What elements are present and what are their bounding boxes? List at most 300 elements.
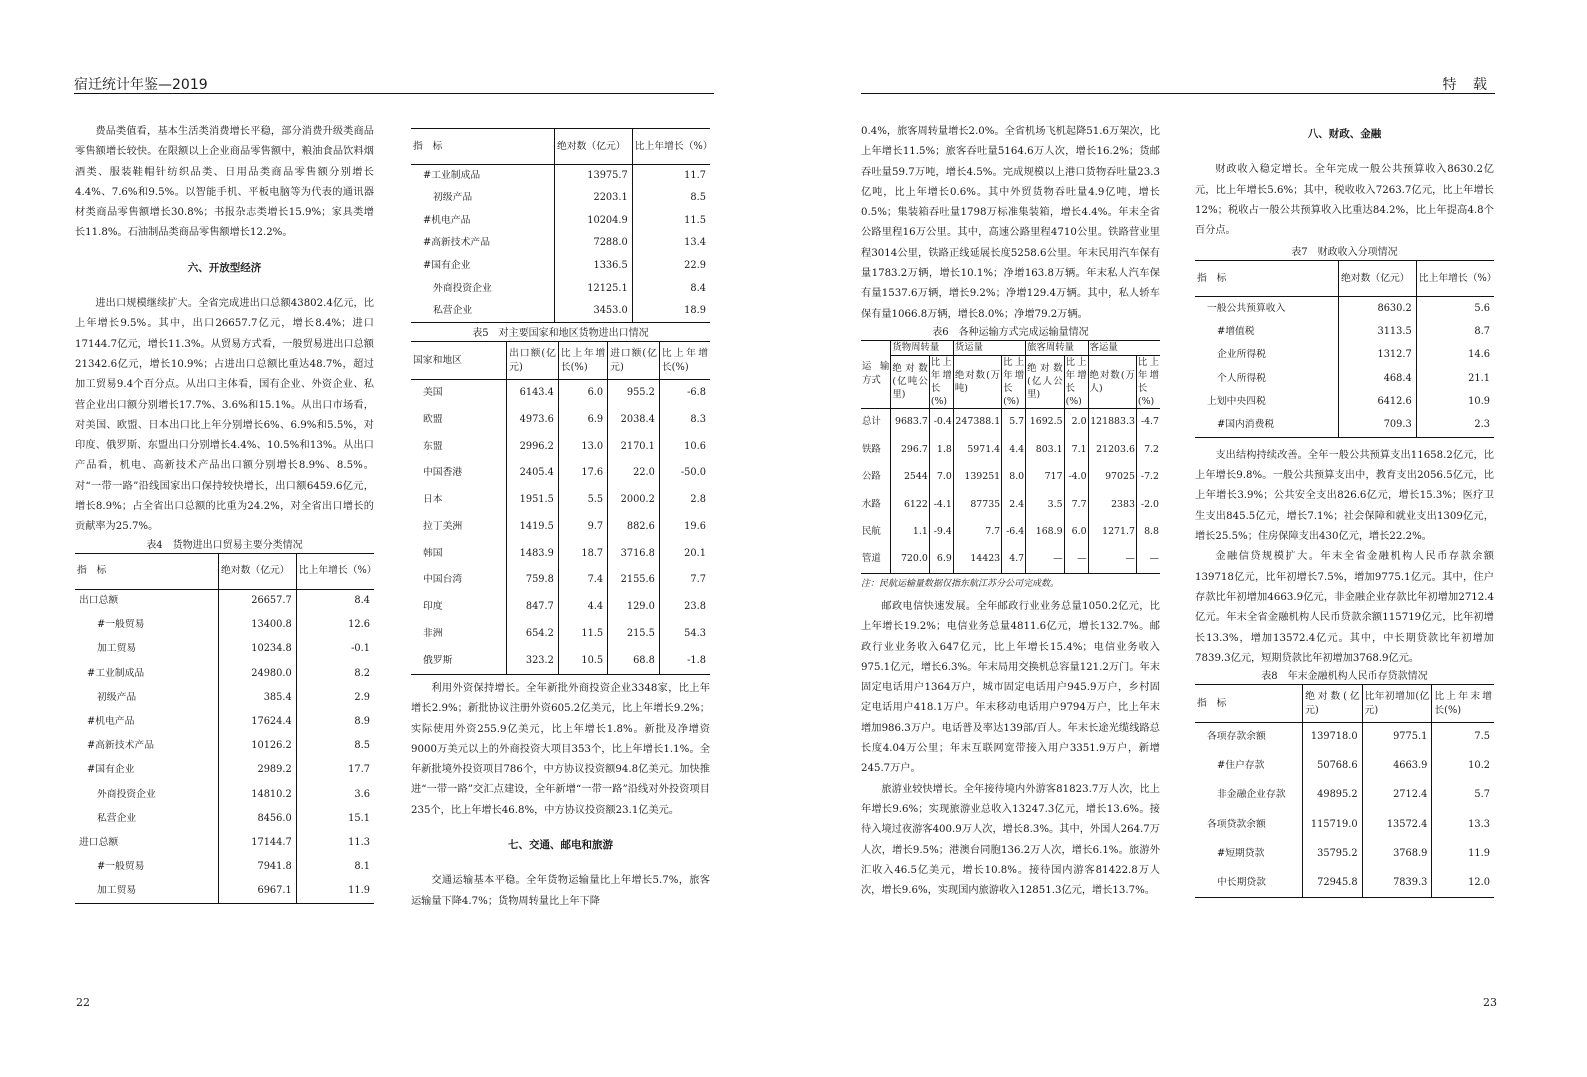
table-caption: 表6 各种运输方式完成运输量情况 [932,326,1089,338]
table-cell: 总计 [862,416,881,428]
column-header: 绝对数（亿元） [1339,261,1417,297]
table-cell: 87735 [953,491,1001,519]
table-cell: 3.6 [296,783,374,807]
table-row [1195,810,1494,839]
table-row [861,436,1160,464]
table-cell: — [1136,546,1160,574]
table-cell: 1951.5 [507,487,559,514]
table-cell: 8.1 [296,855,374,879]
table-cell: 8.5 [632,187,710,210]
table-caption: 表5 对主要国家和地区货物进出口情况 [472,328,649,340]
table-row [1195,752,1494,781]
table-cell: 1483.9 [507,540,559,567]
table-cell: — [1026,546,1064,574]
table-row [411,232,710,255]
table-cell: 17624.4 [219,710,297,734]
table-cell: 2000.2 [608,487,660,514]
table-cell: 民航 [862,526,881,538]
table-row [75,638,374,662]
table-cell: #短期贷款 [1217,847,1265,859]
column-3 [861,122,1160,901]
table-cell: 6.0 [1064,518,1088,546]
table-cell: 管道 [862,553,881,565]
table-cell: 6967.1 [219,879,297,903]
table-row [75,807,374,831]
column-header: 比上年增长(%) [1137,356,1159,407]
table-cell: 882.6 [608,514,660,541]
column-header: 绝对数（亿元） [555,129,633,165]
table-cell: 115719.0 [1303,810,1363,839]
table-cell: -0.4 [929,408,953,436]
table-note: 注：民航运输量数据仅指东航江苏分公司完成数。 [861,578,1060,589]
table-row [411,255,710,278]
table-cell: 7.7 [953,518,1001,546]
table-6 [861,340,1160,574]
table-row [861,408,1160,436]
table-cell: 15.1 [296,807,374,831]
table-cell: 1336.5 [555,255,633,278]
column-header: 出口额(亿元) [507,342,559,380]
table-cell: 759.8 [507,567,559,594]
table-cell: 22.0 [608,460,660,487]
table-cell: 22.9 [632,255,710,278]
table-cell: 18.7 [558,540,607,567]
table-row [411,380,710,407]
table-4 [75,553,377,904]
column-header: 比上年增长（%） [1416,261,1494,297]
table-cell: 10126.2 [219,734,297,758]
table-cell: 12125.1 [555,277,633,300]
table-cell: 720.0 [891,546,929,574]
table-cell: 7941.8 [219,855,297,879]
table-cell: 2712.4 [1362,781,1432,810]
header-left: 宿迁统计年鉴—2019 [74,77,208,93]
table-cell: 955.2 [608,380,660,407]
column-header: 国家和地区 [411,342,507,380]
table-cell: 9775.1 [1362,723,1432,752]
column-header: 比上年增长(%) [659,342,710,380]
table-cell: 13.0 [558,433,607,460]
table-cell: #工业制成品 [423,169,481,181]
table-cell: 7.0 [929,463,953,491]
table-cell: #增值税 [1217,325,1255,337]
table-cell: 1419.5 [507,514,559,541]
table-row [411,487,710,514]
table-cell: 11.9 [1432,839,1494,868]
table-cell: -4.1 [929,491,953,519]
table-cell: #住户存款 [1217,760,1265,772]
table-cell: 12.6 [296,613,374,637]
table-cell: #一般贸易 [97,861,145,873]
table-cell: 2203.1 [555,187,633,210]
table-row [411,406,710,433]
table-row [75,613,374,637]
table-cell: 加工贸易 [97,643,137,655]
table-caption: 表8 年末金融机构人民币存贷款情况 [1261,671,1428,683]
column-header: 比上年增长（%） [296,553,374,589]
column-header: 货物周转量 [891,340,953,355]
column-1 [75,122,377,904]
table-cell: 企业所得税 [1217,349,1266,361]
column-header: 运输方式 [861,340,891,408]
table-cell: 13400.8 [219,613,297,637]
column-header: 客运量 [1088,340,1160,355]
table-caption: 表4 货物进出口贸易主要分类情况 [146,539,303,551]
table-cell: 20.1 [659,540,710,567]
header-rule-left [74,93,714,94]
table-cell: 7839.3 [1362,869,1432,898]
table-cell: #国有企业 [423,260,471,272]
table-cell: 6412.6 [1339,391,1417,414]
table-cell: 847.7 [507,594,559,621]
table-cell: 323.2 [507,648,559,675]
paragraph: 金融信贷规模扩大。年末全省金融机构人民币存款余额139718亿元，比年初增长7.5%，增加9775.1亿元。其中，住户存款比年初增加4663.9亿元，非金融企业存款比年初增加2712.4亿元。年末全省金融机构人民币贷款余额115719亿元，比年初增长13.3%，增加13572.4亿元。其中，中长期贷款比年初增加7839.3亿元，短期贷款比年初增加3768.9亿元。 [1195,551,1494,664]
table-8 [1195,684,1494,898]
table-cell: 54.3 [659,621,710,648]
table-cell: 9683.7 [891,408,929,436]
column-header: 进口额(亿元) [608,342,660,380]
table-row [411,187,710,210]
table-cell: 139251 [953,463,1001,491]
table-cell: 初级产品 [433,192,473,204]
table-cell: #一般贸易 [97,619,145,631]
table-cell: 1312.7 [1339,344,1417,367]
table-cell: 18.9 [632,300,710,323]
paragraph: 进出口规模继续扩大。全省完成进出口总额43802.4亿元，比上年增长9.5%。其中，出口26657.7亿元，增长8.4%；进口17144.7亿元，增长11.3%。从贸易方式看，一般贸易进出口总额21342.6亿元，增长10.9%；占进出口总额比重达48.7%，超过加工贸易9.4个百分点。从出口主体看，国有企业、外资企业、私营企业出口额分别增长17.7%、3.6%和15.1%。从出口市场看，对美国、欧盟、日本出口比上年分别增长6%、6.9%和5.5%，对印度、俄罗斯、东盟出口分别增长4.4%、10.5%和13%。从出口产品看，机电、高新技术产品出口额分别增长8.9%、8.5%。对“一带一路”沿线国家出口保持较快增长，出口额6459.6亿元，增长8.9%；占全省出口总额的比重为24.2%，对全省出口增长的贡献率为25.7%。 [75,298,374,533]
table-cell: 非洲 [423,628,443,640]
table-cell: #工业制成品 [87,667,145,679]
table-row [1195,344,1494,367]
table-cell: 6.9 [558,406,607,433]
table-cell: 7.7 [1064,491,1088,519]
table-cell: 5.7 [1002,408,1026,436]
table-row [411,648,710,675]
table-cell: 8.5 [296,734,374,758]
table-row [75,879,374,903]
table-cell: 129.0 [608,594,660,621]
table-cell: 247388.1 [953,408,1001,436]
table-cell: 东盟 [423,440,443,452]
page-number-left: 22 [76,996,90,1009]
column-header: 比上年增长（%） [632,129,710,165]
table-row [75,783,374,807]
table-cell: 21.1 [1416,367,1494,390]
table-cell: #高新技术产品 [423,237,490,249]
table-cell: 50768.6 [1303,752,1363,781]
table-cell: 外商投资企业 [97,788,156,800]
table-cell: 4.7 [1002,546,1026,574]
table-cell: 5.6 [1416,297,1494,320]
table-cell: 296.7 [891,436,929,464]
column-header: 指 标 [75,553,219,589]
table-cell: 日本 [423,494,443,506]
table-4-continued [411,128,713,323]
table-cell: 13572.4 [1362,810,1432,839]
column-header: 比上年增长(%) [1003,356,1025,407]
table-row [411,540,710,567]
table-cell: 68.8 [608,648,660,675]
table-row [75,831,374,855]
table-cell: 14.6 [1416,344,1494,367]
table-cell: 17.7 [296,758,374,782]
table-cell: 8.4 [296,589,374,613]
paragraph: 费品类值看，基本生活类消费增长平稳，部分消费升级类商品零售额增长较快。在限额以上企业商品零售额中，粮油食品饮料烟酒类、服装鞋帽针纺织品类、日用品类商品零售额分别增长4.4%、7.6%和9.5%。以智能手机、平板电脑等为代表的通讯器材类商品零售额增长30.8%；书报杂志类增长15.9%；家具类增长11.8%。石油制品类商品零售额增长12.2%。 [75,126,374,239]
table-cell: 8.8 [1136,518,1160,546]
table-cell: 3.5 [1026,491,1064,519]
column-header: 绝对数(万人) [1088,355,1136,408]
table-cell: 14423 [953,546,1001,574]
table-row [1195,367,1494,390]
table-cell: 21203.6 [1088,436,1136,464]
column-header: 指 标 [1195,261,1339,297]
table-row [1195,723,1494,752]
table-cell: 2544 [891,463,929,491]
table-cell: 欧盟 [423,413,443,425]
table-cell: 4663.9 [1362,752,1432,781]
table-cell: 2.0 [1064,408,1088,436]
paragraph: 交通运输基本平稳。全年货物运输量比上年增长5.7%，旅客运输量下降4.7%；货物周转量比上年下降 [411,875,710,907]
column-header: 绝对数(亿吨公里) [891,355,929,408]
table-cell: 26657.7 [219,589,297,613]
table-row [411,300,710,323]
table-cell: 2.9 [296,686,374,710]
table-row [411,433,710,460]
section-heading: 六、开放型经济 [187,261,262,274]
table-cell: 6143.4 [507,380,559,407]
table-row [411,514,710,541]
paragraph: 0.4%，旅客周转量增长2.0%。全省机场飞机起降51.6万架次，比上年增长11.5%；旅客吞吐量5164.6万人次，增长16.2%；货邮吞吐量59.7万吨，增长4.5%。完成规模以上港口货物吞吐量23.3亿吨，比上年增长0.6%。其中外贸货物吞吐量4.9亿吨，增长0.5%；集装箱吞吐量1798万标准集装箱，增长4.4%。年末全省公路里程16万公里。其中，高速公路里程4710公里。铁路营业里程3014公里，铁路正线延展长度5258.6公里。年末民用汽车保有量1783.2万辆，增长10.1%；净增163.8万辆。年末私人汽车保有量1537.6万辆，增长9.2%；净增129.4万辆。其中，私人轿车保有量1066.8万辆，增长8.0%；净增79.2万辆。 [861,126,1160,320]
table-cell: 7.4 [558,567,607,594]
table-row [1195,839,1494,868]
section-heading: 七、交通、邮电和旅游 [508,839,613,851]
table-cell: 私营企业 [433,304,473,316]
table-cell: -1.8 [659,648,710,675]
table-cell: 121883.3 [1088,408,1136,436]
table-cell: 1.8 [929,436,953,464]
table-cell: 10.9 [1416,391,1494,414]
table-cell: 11.5 [632,210,710,233]
table-cell: 2996.2 [507,433,559,460]
table-cell: #国内消费税 [1217,419,1275,431]
table-cell: 6.9 [929,546,953,574]
table-cell: 8.3 [659,406,710,433]
table-cell: 1692.5 [1026,408,1064,436]
table-cell: 各项贷款余额 [1207,818,1266,830]
table-row [411,594,710,621]
table-cell: 5971.4 [953,436,1001,464]
page-number-right: 23 [1483,996,1497,1009]
paragraph: 财政收入稳定增长。全年完成一般公共预算收入8630.2亿元，比上年增长5.6%；其中，税收收入7263.7亿元，比上年增长12%；税收占一般公共预算收入比重达84.2%，比上年提高4.8个百分点。 [1195,164,1494,237]
table-cell: 8.0 [1002,463,1026,491]
table-5 [411,341,710,675]
column-header: 指 标 [411,129,555,165]
paragraph: 支出结构持续改善。全年一般公共预算支出11658.2亿元，比上年增长9.8%。一般公共预算支出中，教育支出2056.5亿元，比上年增长3.9%；公共安全支出826.6亿元，增长15.3%；医疗卫生支出845.5亿元，增长7.1%；社会保障和就业支出1309亿元，增长25.5%；住房保障支出430亿元，增长22.2%。 [1195,449,1494,543]
paragraph: 邮政电信快速发展。全年邮政行业业务总量1050.2亿元，比上年增长19.2%；电信业务总量4811.6亿元，增长132.7%。邮政行业业务收入647亿元，比上年增长15.4%；电信业务收入975.1亿元，增长6.3%。年末局用交换机总容量121.2万门。年末固定电话用户1364万户，城市固定电话用户945.9万户，乡村固定电话用户418.1万户。年末移动电话用户9794万户，比上年末增加986.3万户。电话普及率达139部/百人。年末长途光缆线路总长度4.04万公里；年末互联网宽带接入用户3351.9万户，新增245.7万户。 [861,600,1160,775]
table-row [1195,781,1494,810]
column-header: 绝对数（亿元） [219,553,297,589]
table-cell: 2155.6 [608,567,660,594]
table-cell: 初级产品 [97,691,137,703]
table-cell: 2383 [1088,491,1136,519]
table-cell: 10204.9 [555,210,633,233]
table-cell: 8.4 [632,277,710,300]
table-cell: 803.1 [1026,436,1064,464]
paragraph: 利用外资保持增长。全年新批外商投资企业3348家，比上年增长2.9%；新批协议注册外资605.2亿美元，比上年增长9.2%；实际使用外资255.9亿美元，比上年增长1.8%。新批及净增资9000万美元以上的外商投资大项目353个，比上年增长1.1%。全年新批境外投资项目786个，中方协议投资额94.8亿美元。加快推进“一带一路”交汇点建设，全年新增“一带一路”沿线对外投资项目235个，比上年增长46.8%，中方协议投资额23.1亿美元。 [411,682,710,816]
table-cell: 5.5 [558,487,607,514]
table-cell: 7.5 [1432,723,1494,752]
header-right: 特 载 [1442,77,1493,93]
table-cell: — [1064,546,1088,574]
table-cell: 17.6 [558,460,607,487]
table-row [861,518,1160,546]
table-cell: 3453.0 [555,300,633,323]
table-row [411,165,710,188]
table-cell: 铁路 [862,443,881,455]
table-cell: 7.2 [1136,436,1160,464]
table-cell: 加工贸易 [97,885,137,897]
table-cell: 13.3 [1432,810,1494,839]
table-cell: 一般公共预算收入 [1207,302,1286,314]
table-row [1195,391,1494,414]
table-row [75,758,374,782]
table-cell: 印度 [423,601,443,613]
column-header: 比上年增长(%) [558,342,607,380]
table-cell: 拉丁美洲 [423,520,463,532]
table-cell: 公路 [862,471,881,483]
table-cell: #高新技术产品 [87,740,154,752]
column-header: 比上年增长(%) [1065,356,1087,407]
table-cell: 中国香港 [423,467,463,479]
table-cell: 8456.0 [219,807,297,831]
table-row [1195,414,1494,437]
table-7 [1195,260,1497,437]
table-row [411,277,710,300]
table-cell: 2038.4 [608,406,660,433]
column-header: 绝对数(万吨) [953,355,1001,408]
table-cell: 水路 [862,498,881,510]
table-cell: 2989.2 [219,758,297,782]
table-cell: 7.1 [1064,436,1088,464]
column-header: 比年初增加(亿元) [1362,685,1432,723]
table-row [861,463,1160,491]
table-row [411,210,710,233]
table-row [1195,869,1494,898]
table-cell: 10234.8 [219,638,297,662]
column-header: 指 标 [1195,685,1303,723]
table-cell: 12.0 [1432,869,1494,898]
table-cell: 168.9 [1026,518,1064,546]
table-cell: 韩国 [423,547,443,559]
table-cell: 72945.8 [1303,869,1363,898]
table-cell: 6.0 [558,380,607,407]
table-cell: 468.4 [1339,367,1417,390]
table-cell: -0.1 [296,638,374,662]
table-row [411,460,710,487]
table-cell: 14810.2 [219,783,297,807]
table-row [861,546,1160,574]
table-row [411,567,710,594]
table-caption: 表7 财政收入分项情况 [1291,247,1398,259]
table-cell: 3113.5 [1339,320,1417,343]
table-cell: -50.0 [659,460,710,487]
table-cell: 私营企业 [97,812,137,824]
column-header: 比上年末增长(%) [1432,685,1494,723]
table-cell: 11.5 [558,621,607,648]
table-row [75,734,374,758]
table-cell: 19.6 [659,514,710,541]
table-row [411,621,710,648]
table-cell: 385.4 [219,686,297,710]
table-cell: 进口总额 [79,836,119,848]
table-cell: 8630.2 [1339,297,1417,320]
table-cell: 10.6 [659,433,710,460]
table-cell: -9.4 [929,518,953,546]
table-cell: 17144.7 [219,831,297,855]
table-row [75,710,374,734]
table-cell: 俄罗斯 [423,654,453,666]
table-cell: 个人所得税 [1217,372,1266,384]
table-row [75,589,374,613]
table-cell: -6.8 [659,380,710,407]
table-cell: 2170.1 [608,433,660,460]
table-cell: 6122 [891,491,929,519]
table-cell: 23.8 [659,594,710,621]
table-cell: #机电产品 [423,214,471,226]
table-row [861,491,1160,519]
table-cell: 4.4 [558,594,607,621]
table-cell: -4.0 [1064,463,1088,491]
table-cell: 11.3 [296,831,374,855]
table-cell: 各项存款余额 [1207,731,1266,743]
column-header: 绝对数(亿人公里) [1026,355,1064,408]
table-cell: 2.8 [659,487,710,514]
table-cell: 13975.7 [555,165,633,188]
table-cell: 8.9 [296,710,374,734]
paragraph: 旅游业较快增长。全年接待境内外游客81823.7万人次，比上年增长9.6%；实现旅游业总收入13247.3亿元，增长13.6%。接待入境过夜游客400.9万人次，增长8.3%。其中，外国人264.7万人次，增长9.5%；港澳台同胞136.2万人次，增长6.1%。旅游外汇收入46.5亿美元，增长10.8%。接待国内游客81422.8万人次，增长9.6%，实现国内旅游收入12851.3亿元，增长13.7%。 [861,783,1160,897]
table-cell: 中国台湾 [423,574,463,586]
table-cell: 3716.8 [608,540,660,567]
table-cell: 2405.4 [507,460,559,487]
table-cell: 出口总额 [79,595,119,607]
table-cell: -6.4 [1002,518,1026,546]
table-cell: 97025 [1088,463,1136,491]
column-header: 绝对数(亿元) [1303,685,1363,723]
table-cell: 外商投资企业 [433,282,492,294]
column-2 [411,128,713,912]
table-cell: 9.7 [558,514,607,541]
table-cell: 11.7 [632,165,710,188]
table-cell: 4.4 [1002,436,1026,464]
table-cell: — [1088,546,1136,574]
table-cell: 非金融企业存款 [1217,789,1286,801]
table-cell: 10.2 [1432,752,1494,781]
table-cell: 49895.2 [1303,781,1363,810]
table-cell: 139718.0 [1303,723,1363,752]
section-heading: 八、财政、金融 [1307,128,1382,140]
table-cell: #机电产品 [87,716,135,728]
table-row [75,686,374,710]
table-cell: 上划中央四税 [1207,396,1266,408]
table-cell: 11.9 [296,879,374,903]
table-cell: 1.1 [891,518,929,546]
table-cell: 3768.9 [1362,839,1432,868]
table-cell: 7288.0 [555,232,633,255]
column-header: 旅客周转量 [1026,340,1088,355]
header-rule-right [861,93,1495,94]
table-cell: 1271.7 [1088,518,1136,546]
column-4 [1195,122,1497,898]
table-cell: 10.5 [558,648,607,675]
